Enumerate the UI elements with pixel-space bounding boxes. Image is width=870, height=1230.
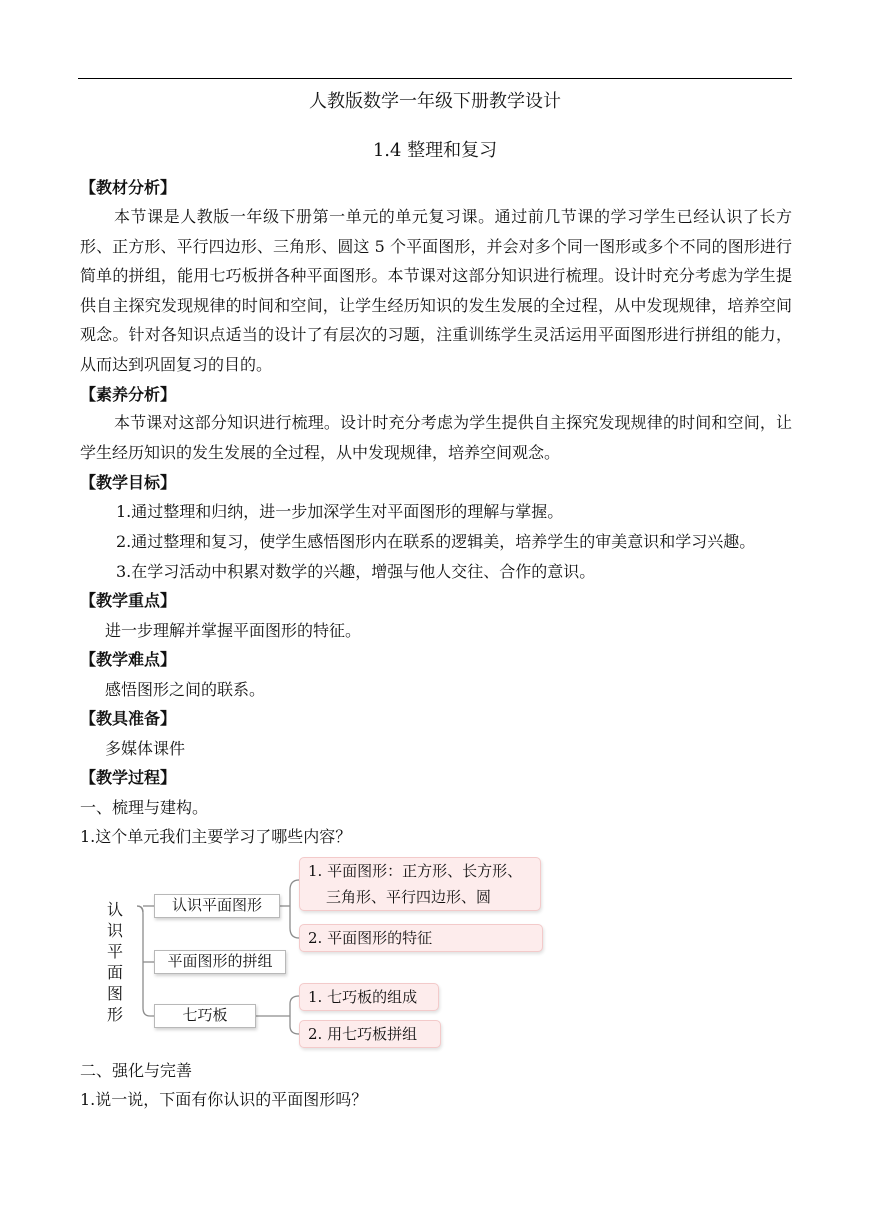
section-heading-process: 【教学过程】 [80, 768, 177, 787]
diagram-leaf-tangram-combine: 2. 用七巧板拼组 [299, 1020, 441, 1048]
root-char: 形 [106, 1005, 123, 1024]
goal-item: 1.通过整理和归纳，进一步加深学生对平面图形的理解与掌握。 [116, 502, 564, 521]
leaf-line: 1. 平面图形：正方形、长方形、 [308, 862, 523, 880]
header-rule [78, 78, 792, 79]
paragraph-literacy-analysis: 本节课对这部分知识进行梳理。设计时充分考虑为学生提供自主探究发现规律的时间和空间，让学生经历知识的发生发展的全过程，从中发现规律，培养空间观念。 [80, 413, 792, 462]
doc-title: 人教版数学一年级下册教学设计 [309, 91, 561, 112]
root-char: 认 [106, 900, 123, 919]
diagram-branch-shape-combination: 平面图形的拼组 [154, 950, 286, 974]
root-char: 图 [106, 984, 123, 1003]
section-heading-goals: 【教学目标】 [80, 473, 177, 492]
diagram-leaf-plane-shapes [299, 857, 541, 911]
goal-item: 3.在学习活动中积累对数学的兴趣，增强与他人交往、合作的意识。 [116, 562, 596, 581]
doc-subtitle: 1.4 整理和复习 [372, 140, 498, 161]
key-points-text: 进一步理解并掌握平面图形的特征。 [105, 621, 362, 640]
question-two: 1.说一说，下面有你认识的平面图形吗？ [80, 1090, 368, 1109]
diagram-branch-tangram: 七巧板 [154, 1004, 256, 1028]
part-one-heading: 一、梳理与建构。 [80, 798, 209, 817]
difficulties-text: 感悟图形之间的联系。 [105, 680, 266, 699]
root-char: 平 [106, 942, 123, 961]
root-char: 面 [106, 963, 123, 982]
section-heading-key-points: 【教学重点】 [80, 591, 177, 610]
goal-item: 2.通过整理和复习，使学生感悟图形内在联系的逻辑美，培养学生的审美意识和学习兴趣。 [116, 532, 756, 551]
section-heading-difficulties: 【教学难点】 [80, 650, 177, 669]
diagram-branch-recognize-shapes: 认识平面图形 [154, 894, 280, 918]
diagram-leaf-shape-features: 2. 平面图形的特征 [299, 924, 543, 952]
leaf-line: 三角形、平行四边形、圆 [326, 888, 492, 906]
paragraph-textbook-analysis: 本节课是人教版一年级下册第一单元的单元复习课。通过前几节课的学习学生已经认识了长方形、正方形、平行四边形、三角形、圆这 5 个平面图形，并会对多个同一图形或多个不同的图形进行简单的拼组，能用七巧板拼各种平面图形。本节课对这部分知识进行梳理。设计时充分考虑为学生提供自主探究发现规律的时间和空间，让学生经历知识的发生发展的全过程，从中发现规律，培养空间观念。针对各知识点适当的设计了有层次的习题，注重训练学生灵活运用平面图形进行拼组的能力，从而达到巩固复习的目的。 [80, 207, 792, 374]
root-char: 识 [106, 921, 123, 940]
diagram-root-label [104, 899, 126, 1025]
question-one: 1.这个单元我们主要学习了哪些内容？ [80, 827, 352, 846]
tools-text: 多媒体课件 [105, 739, 186, 758]
part-two-heading: 二、强化与完善 [80, 1061, 193, 1080]
section-heading-tools: 【教具准备】 [80, 709, 177, 728]
diagram-leaf-tangram-parts: 1. 七巧板的组成 [299, 983, 439, 1011]
section-heading-textbook: 【教材分析】 [80, 178, 177, 197]
section-heading-literacy: 【素养分析】 [80, 385, 177, 404]
